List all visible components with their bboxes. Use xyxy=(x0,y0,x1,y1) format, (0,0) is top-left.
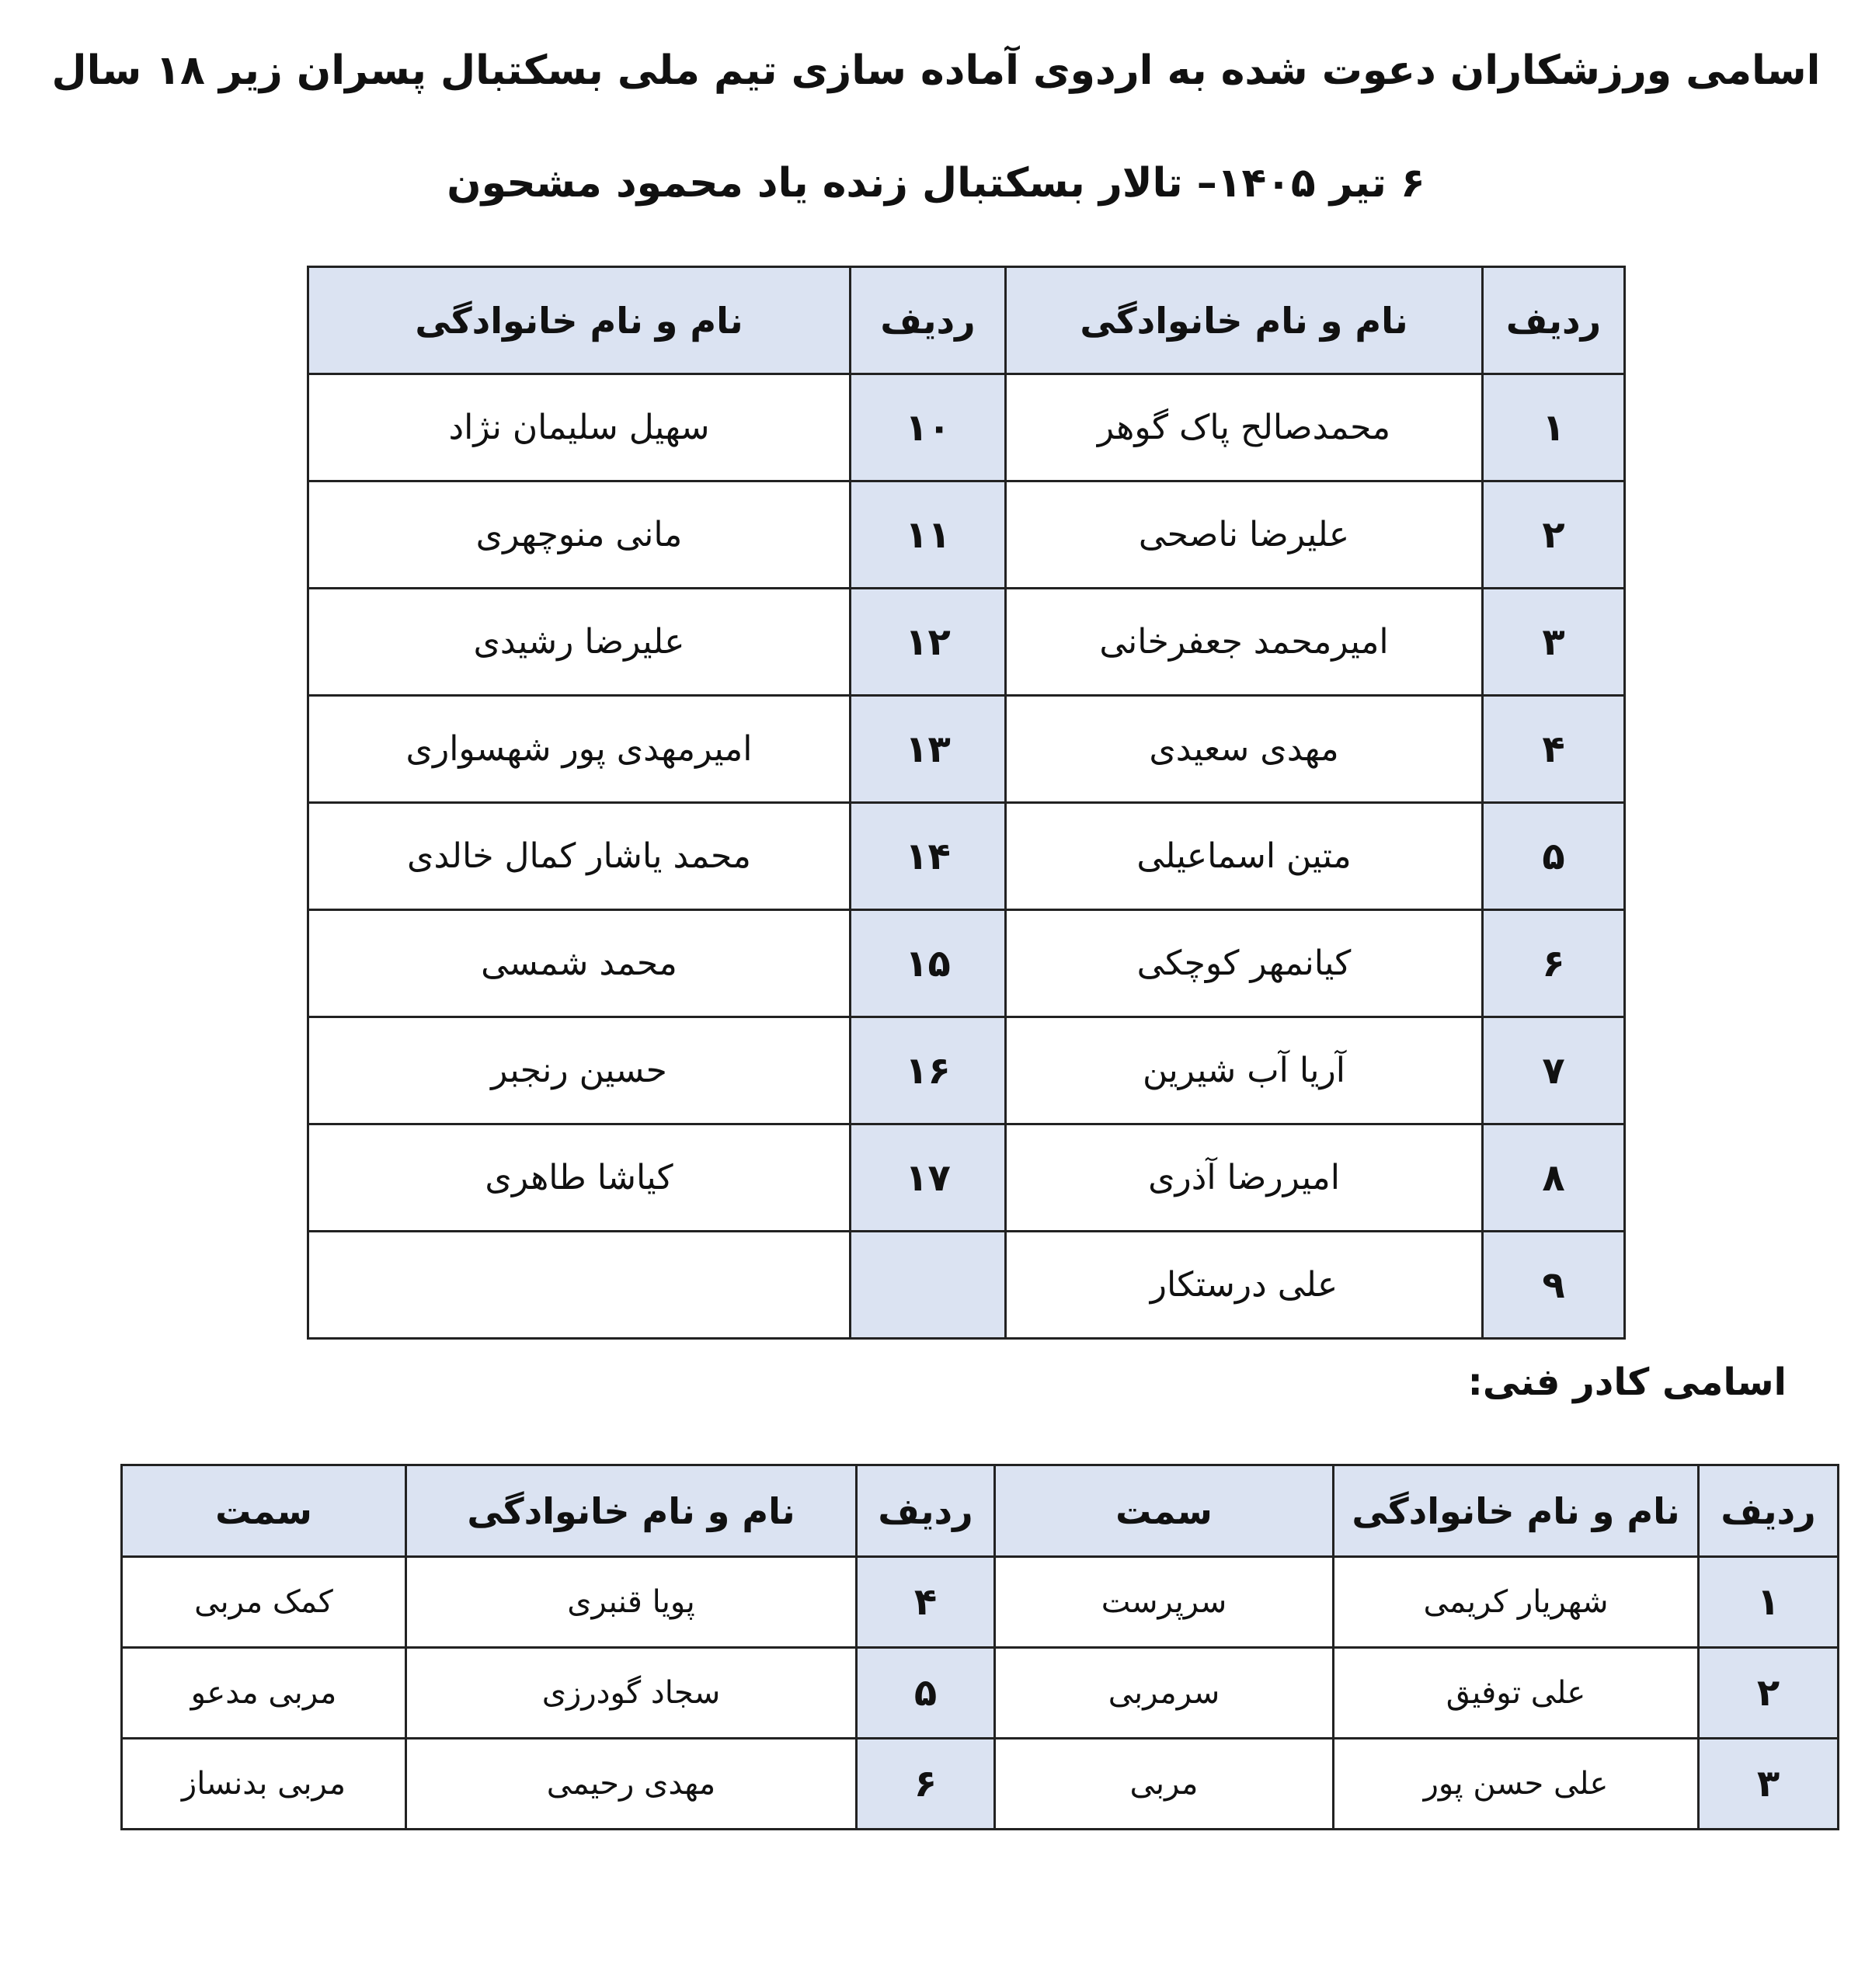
player-name-cell: مهدی سعیدی xyxy=(1006,696,1483,803)
row-number-cell: ۴ xyxy=(1483,696,1625,803)
row-number-cell: ۲ xyxy=(1699,1648,1839,1739)
player-name-cell: محمدصالح پاک گوهر xyxy=(1006,374,1483,481)
row-number-cell: ۸ xyxy=(1483,1124,1625,1232)
row-number-cell: ۱۰ xyxy=(851,374,1006,481)
document-title: اسامی ورزشکاران دعوت شده به اردوی آماده سازی تیم ملی بسکتبال پسران زیر ۱۸ سال xyxy=(51,47,1821,94)
player-name-cell xyxy=(308,1232,851,1339)
player-name-cell: علیرضا رشیدی xyxy=(308,589,851,696)
table-row xyxy=(122,1739,1839,1830)
staff-role-cell: سرمربی xyxy=(995,1648,1334,1739)
row-number-cell: ۴ xyxy=(857,1557,995,1648)
player-name-cell: سهیل سلیمان نژاد xyxy=(308,374,851,481)
row-number-cell: ۱۵ xyxy=(851,910,1006,1017)
staff-name-cell: علی حسن پور xyxy=(1334,1739,1699,1830)
player-name-cell: متین اسماعیلی xyxy=(1006,803,1483,910)
table-row xyxy=(308,803,1625,910)
header-row-number: ردیف xyxy=(857,1465,995,1557)
row-number-cell: ۱۶ xyxy=(851,1017,1006,1124)
player-name-cell: علیرضا ناصحی xyxy=(1006,481,1483,589)
header-role: سمت xyxy=(122,1465,406,1557)
header-name: نام و نام خانوادگی xyxy=(406,1465,857,1557)
header-row-number: ردیف xyxy=(1483,267,1625,374)
header-row-number: ردیف xyxy=(851,267,1006,374)
row-number-cell: ۱۱ xyxy=(851,481,1006,589)
players-table-body xyxy=(308,374,1625,1339)
table-row xyxy=(308,1232,1625,1339)
staff-table-body xyxy=(122,1557,1839,1830)
player-name-cell: امیرمهدی پور شهسواری xyxy=(308,696,851,803)
staff-role-cell: کمک مربی xyxy=(122,1557,406,1648)
staff-heading: اسامی کادر فنی: xyxy=(1467,1361,1787,1404)
row-number-cell: ۳ xyxy=(1483,589,1625,696)
staff-name-cell: سجاد گودرزی xyxy=(406,1648,857,1739)
staff-header-row xyxy=(122,1465,1839,1557)
row-number-cell: ۵ xyxy=(1483,803,1625,910)
table-row xyxy=(308,910,1625,1017)
row-number-cell: ۵ xyxy=(857,1648,995,1739)
staff-name-cell: مهدی رحیمی xyxy=(406,1739,857,1830)
table-row xyxy=(308,1124,1625,1232)
header-name: نام و نام خانوادگی xyxy=(1334,1465,1699,1557)
staff-name-cell: پویا قنبری xyxy=(406,1557,857,1648)
player-name-cell: امیرمحمد جعفرخانی xyxy=(1006,589,1483,696)
player-name-cell: محمد شمسی xyxy=(308,910,851,1017)
row-number-cell: ۱۳ xyxy=(851,696,1006,803)
row-number-cell: ۱۲ xyxy=(851,589,1006,696)
players-header-row xyxy=(308,267,1625,374)
header-row-number: ردیف xyxy=(1699,1465,1839,1557)
table-row xyxy=(308,589,1625,696)
staff-role-cell: سرپرست xyxy=(995,1557,1334,1648)
player-name-cell: محمد یاشار کمال خالدی xyxy=(308,803,851,910)
table-row xyxy=(308,1017,1625,1124)
row-number-cell: ۱۴ xyxy=(851,803,1006,910)
row-number-cell: ۶ xyxy=(1483,910,1625,1017)
header-name: نام و نام خانوادگی xyxy=(308,267,851,374)
table-row xyxy=(308,696,1625,803)
document-subtitle: ۶ تیر ۱۴۰۵– تالار بسکتبال زنده یاد محمود مشحون xyxy=(447,160,1425,207)
header-role: سمت xyxy=(995,1465,1334,1557)
row-number-cell: ۱ xyxy=(1483,374,1625,481)
row-number-cell: ۷ xyxy=(1483,1017,1625,1124)
staff-role-cell: مربی xyxy=(995,1739,1334,1830)
staff-role-cell: مربی مدعو xyxy=(122,1648,406,1739)
row-number-cell: ۹ xyxy=(1483,1232,1625,1339)
table-row xyxy=(122,1648,1839,1739)
players-table xyxy=(307,266,1626,1340)
staff-role-cell: مربی بدنساز xyxy=(122,1739,406,1830)
staff-name-cell: علی توفیق xyxy=(1334,1648,1699,1739)
staff-name-cell: شهریار کریمی xyxy=(1334,1557,1699,1648)
table-row xyxy=(122,1557,1839,1648)
table-row xyxy=(308,481,1625,589)
row-number-cell: ۱ xyxy=(1699,1557,1839,1648)
row-number-cell: ۱۷ xyxy=(851,1124,1006,1232)
player-name-cell: آریا آب شیرین xyxy=(1006,1017,1483,1124)
player-name-cell: حسین رنجبر xyxy=(308,1017,851,1124)
staff-table xyxy=(120,1464,1839,1830)
row-number-cell: ۳ xyxy=(1699,1739,1839,1830)
player-name-cell: کیانمهر کوچکی xyxy=(1006,910,1483,1017)
header-name: نام و نام خانوادگی xyxy=(1006,267,1483,374)
row-number-cell xyxy=(851,1232,1006,1339)
player-name-cell: مانی منوچهری xyxy=(308,481,851,589)
player-name-cell: علی درستکار xyxy=(1006,1232,1483,1339)
table-row xyxy=(308,374,1625,481)
player-name-cell: امیررضا آذری xyxy=(1006,1124,1483,1232)
row-number-cell: ۶ xyxy=(857,1739,995,1830)
row-number-cell: ۲ xyxy=(1483,481,1625,589)
player-name-cell: کیاشا طاهری xyxy=(308,1124,851,1232)
